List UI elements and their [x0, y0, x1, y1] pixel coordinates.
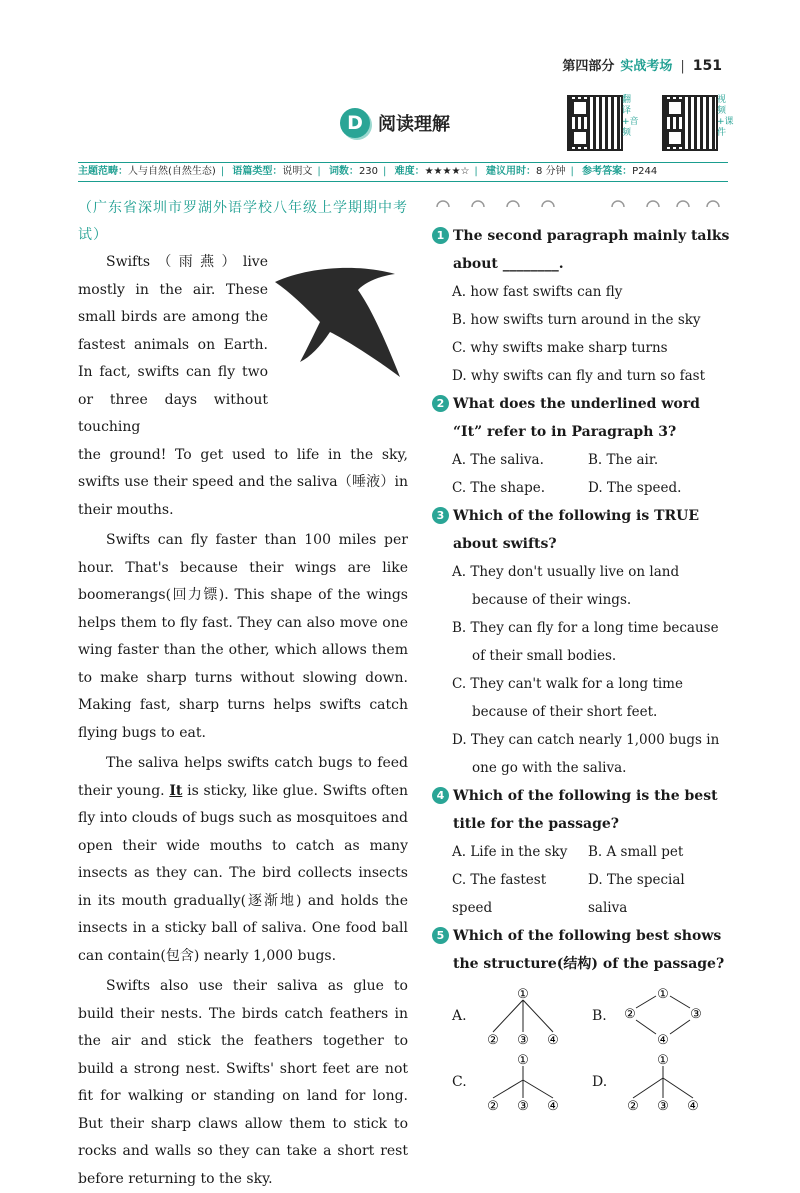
tree-diagram-d — [608, 1052, 718, 1114]
question-number: 4 — [432, 787, 449, 804]
question-stem: The second paragraph mainly talks about ________. — [453, 228, 730, 272]
svg-text:②: ② — [487, 1033, 499, 1048]
svg-text:②: ② — [487, 1099, 499, 1114]
tree-diagram-b — [608, 986, 718, 1048]
option[interactable]: D. why swifts can fly and turn so fast — [452, 368, 706, 384]
option[interactable]: A. They don't usually live on land because of their wings. — [452, 564, 680, 608]
svg-text:②: ② — [624, 1007, 636, 1022]
structure-option-c[interactable]: C. ① ② ③ ④ — [452, 1052, 592, 1114]
option[interactable]: B. The air. — [588, 452, 659, 468]
svg-text:③: ③ — [517, 1099, 529, 1114]
option[interactable]: C. They can't walk for a long time because of their short feet. — [452, 676, 683, 720]
question-1 — [432, 222, 732, 390]
question-number: 3 — [432, 507, 449, 524]
paragraph-3: The saliva helps swifts catch bugs to feed their young. It is sticky, like glue. Swifts often fly into clouds of bugs such as mosquitoes and open their wide mouths to catch as many insects as they can. The bird collects insects in its mouth gradually(逐渐地) and holds the insects in a sticky ball of saliva. One food ball can contain(包含) nearly 1,000 bugs. — [78, 755, 408, 964]
option[interactable]: D. They can catch nearly 1,000 bugs in one go with the saliva. — [452, 732, 720, 776]
section-label: 实战考场 — [620, 59, 673, 74]
qr-code-icon[interactable] — [662, 95, 718, 151]
option[interactable]: D. The speed. — [588, 480, 682, 496]
option[interactable]: A. Life in the sky — [452, 844, 568, 860]
svg-text:④: ④ — [547, 1099, 559, 1114]
swift-bird-illustration — [270, 262, 410, 392]
option[interactable]: A. how fast swifts can fly — [452, 284, 623, 300]
binder-rings-decoration — [432, 195, 732, 209]
question-4 — [432, 782, 732, 922]
passage-meta-bar: 主题范畴：人与自然(自然生态) | 语篇类型：说明文 | 词数：230 | 难度：★★★★☆ | 建议用时：8 分钟 | 参考答案：P244 — [78, 162, 728, 182]
paragraph-1: Swifts（雨燕）live mostly in the air. These small birds are among the fastest animals on Earth. In fact, swifts can fly two or three days without touching — [78, 254, 268, 435]
qr-code-icon[interactable] — [567, 95, 623, 151]
option[interactable]: B. A small pet — [588, 844, 684, 860]
passage-source: （广东省深圳市罗湖外语学校八年级上学期期中考试） — [78, 200, 408, 243]
question-5 — [432, 922, 732, 1114]
option[interactable]: B. They can fly for a long time because of their small bodies. — [452, 620, 719, 664]
question-stem: Which of the following is the best title for the passage? — [453, 788, 718, 832]
question-number: 5 — [432, 927, 449, 944]
section-title-text: 阅读理解 — [378, 114, 450, 135]
questions-panel — [432, 222, 732, 1114]
paragraph-4: Swifts also use their saliva as glue to build their nests. The birds catch feathers in the air and stick the feathers together to build a strong nest. Swifts' short feet are not fit for walking or standing on land for long. But their sharp claws allow them to stick to rocks and walls so they can take a short rest before returning to the sky. — [78, 978, 408, 1187]
question-3 — [432, 502, 732, 782]
question-stem: What does the underlined word “It” refer to in Paragraph 3? — [453, 396, 700, 440]
svg-text:②: ② — [627, 1099, 639, 1114]
qr-label-translation: 翻译+音频 — [622, 95, 639, 138]
tree-diagram-a — [468, 986, 578, 1048]
svg-text:①: ① — [657, 987, 669, 1002]
question-number: 2 — [432, 395, 449, 412]
option[interactable]: A. The saliva. — [452, 452, 544, 468]
part-label: 第四部分 — [562, 59, 615, 74]
structure-option-a[interactable]: A. ① ② ③ ④ — [452, 986, 592, 1048]
option[interactable]: C. why swifts make sharp turns — [452, 340, 668, 356]
section-title — [340, 108, 450, 138]
question-2 — [432, 390, 732, 502]
paragraph-2: Swifts can fly faster than 100 miles per hour. That's because their wings are like boomerangs(回力镖). This shape of the wings helps them to fly fast. They can also move one wing faster than the other, which allows them to make sharp turns without slowing down. Making fast, sharp turns helps swifts catch flying bugs to eat. — [78, 532, 408, 741]
svg-text:③: ③ — [657, 1099, 669, 1114]
svg-text:④: ④ — [547, 1033, 559, 1048]
option[interactable]: D. The special saliva — [588, 872, 685, 916]
underlined-word: It — [169, 782, 183, 799]
paragraph-1-cont: the ground! To get used to life in the sky, swifts use their speed and the saliva（唾液）in their mouths. — [78, 446, 408, 518]
question-stem: Which of the following is TRUE about swifts? — [453, 508, 700, 552]
option[interactable]: B. how swifts turn around in the sky — [452, 312, 701, 328]
structure-option-d[interactable]: D. ① ② ③ ④ — [592, 1052, 732, 1114]
page-number: 151 — [692, 58, 722, 74]
page-header: 第四部分 实战考场 | 151 — [562, 58, 722, 74]
svg-text:③: ③ — [517, 1033, 529, 1048]
svg-text:①: ① — [517, 987, 529, 1002]
section-letter-badge: D — [340, 108, 370, 138]
qr-label-video: 视频+课件 — [717, 95, 734, 138]
svg-text:④: ④ — [657, 1033, 669, 1048]
option[interactable]: C. The shape. — [452, 480, 546, 496]
question-number: 1 — [432, 227, 449, 244]
svg-text:①: ① — [657, 1053, 669, 1068]
svg-text:①: ① — [517, 1053, 529, 1068]
svg-text:④: ④ — [687, 1099, 699, 1114]
option[interactable]: C. The fastest speed — [452, 872, 547, 916]
tree-diagram-c — [468, 1052, 578, 1114]
structure-option-b[interactable]: B. ① ② ③ ④ — [592, 986, 732, 1048]
question-stem: Which of the following best shows the structure(结构) of the passage? — [453, 928, 725, 972]
svg-text:③: ③ — [690, 1007, 702, 1022]
